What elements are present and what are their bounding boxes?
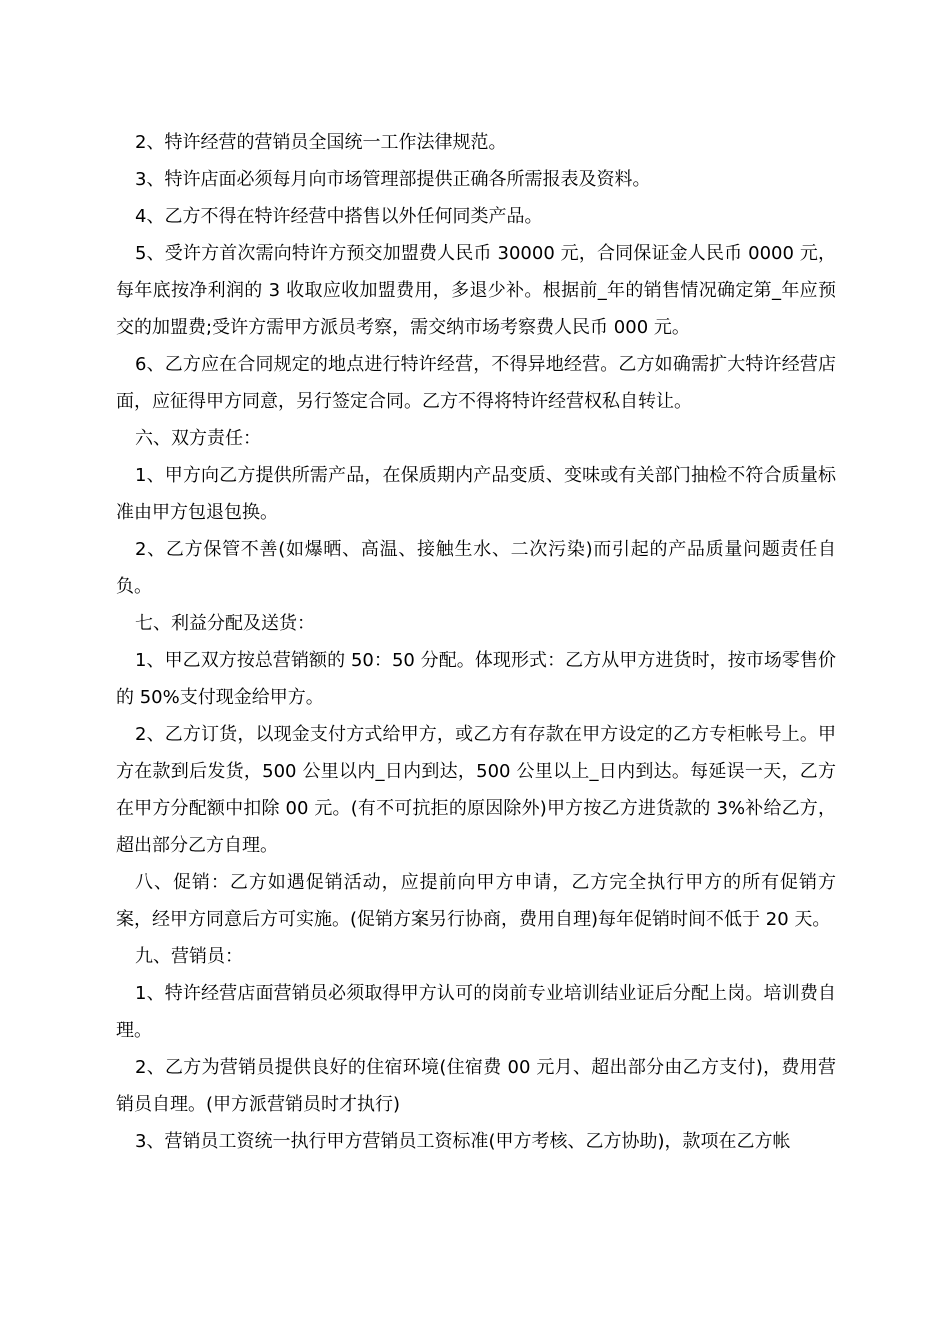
sales-staff-clause-3: 3、营销员工资统一执行甲方营销员工资标准(甲方考核、乙方协助)，款项在乙方帐 (135, 1131, 791, 1152)
section-promotion: 八、促销：乙方如遇促销活动，应提前向甲方申请，乙方完全执行甲方的所有促销方案，经甲方同意后方可实施。(促销方案另行协商，费用自理)每年促销时间不低于 20 天。 (116, 872, 836, 930)
document-body (116, 124, 836, 1160)
profit-clause-2: 2、乙方订货，以现金支付方式给甲方，或乙方有存款在甲方设定的乙方专柜帐号上。甲方在款到后发货，500 公里以内_日内到达，500 公里以上_日内到达。每延误一天，乙方在甲方分配额中扣除 00 元。(有不可抗拒的原因除外)甲方按乙方进货款的 3%补给乙方，超出部分乙方自理。 (116, 724, 836, 856)
clause-5-franchise-fee: 5、受许方首次需向特许方预交加盟费人民币 30000 元，合同保证金人民币 0000 元，每年底按净利润的 3 收取应收加盟费用，多退少补。根据前_年的销售情况确定第_年应预交的加盟费;受许方需甲方派员考察，需交纳市场考察费人民币 000 元。 (116, 243, 836, 338)
clause-2-uniform-standards: 2、特许经营的营销员全国统一工作法律规范。 (135, 132, 507, 153)
responsibility-clause-2: 2、乙方保管不善(如爆晒、高温、接触生水、二次污染)而引起的产品质量问题责任自负。 (116, 539, 836, 597)
clause-3-monthly-reports: 3、特许店面必须每月向市场管理部提供正确各所需报表及资料。 (135, 169, 651, 190)
clause-4-no-tied-sales: 4、乙方不得在特许经营中搭售以外任何同类产品。 (135, 206, 543, 227)
profit-clause-1: 1、甲乙双方按总营销额的 50：50 分配。体现形式：乙方从甲方进货时，按市场零售价的 50%支付现金给甲方。 (116, 650, 836, 708)
section-heading-responsibilities: 六、双方责任： (135, 428, 261, 449)
clause-6-location: 6、乙方应在合同规定的地点进行特许经营，不得异地经营。乙方如确需扩大特许经营店面，应征得甲方同意，另行签定合同。乙方不得将特许经营权私自转让。 (116, 354, 836, 412)
sales-staff-clause-1: 1、特许经营店面营销员必须取得甲方认可的岗前专业培训结业证后分配上岗。培训费自理。 (116, 983, 836, 1041)
section-heading-sales-staff: 九、营销员： (135, 946, 243, 967)
responsibility-clause-1: 1、甲方向乙方提供所需产品，在保质期内产品变质、变味或有关部门抽检不符合质量标准由甲方包退包换。 (116, 465, 836, 523)
sales-staff-clause-2: 2、乙方为营销员提供良好的住宿环境(住宿费 00 元月、超出部分由乙方支付)，费用营销员自理。(甲方派营销员时才执行) (116, 1057, 836, 1115)
section-heading-profit-delivery: 七、利益分配及送货： (135, 613, 315, 634)
